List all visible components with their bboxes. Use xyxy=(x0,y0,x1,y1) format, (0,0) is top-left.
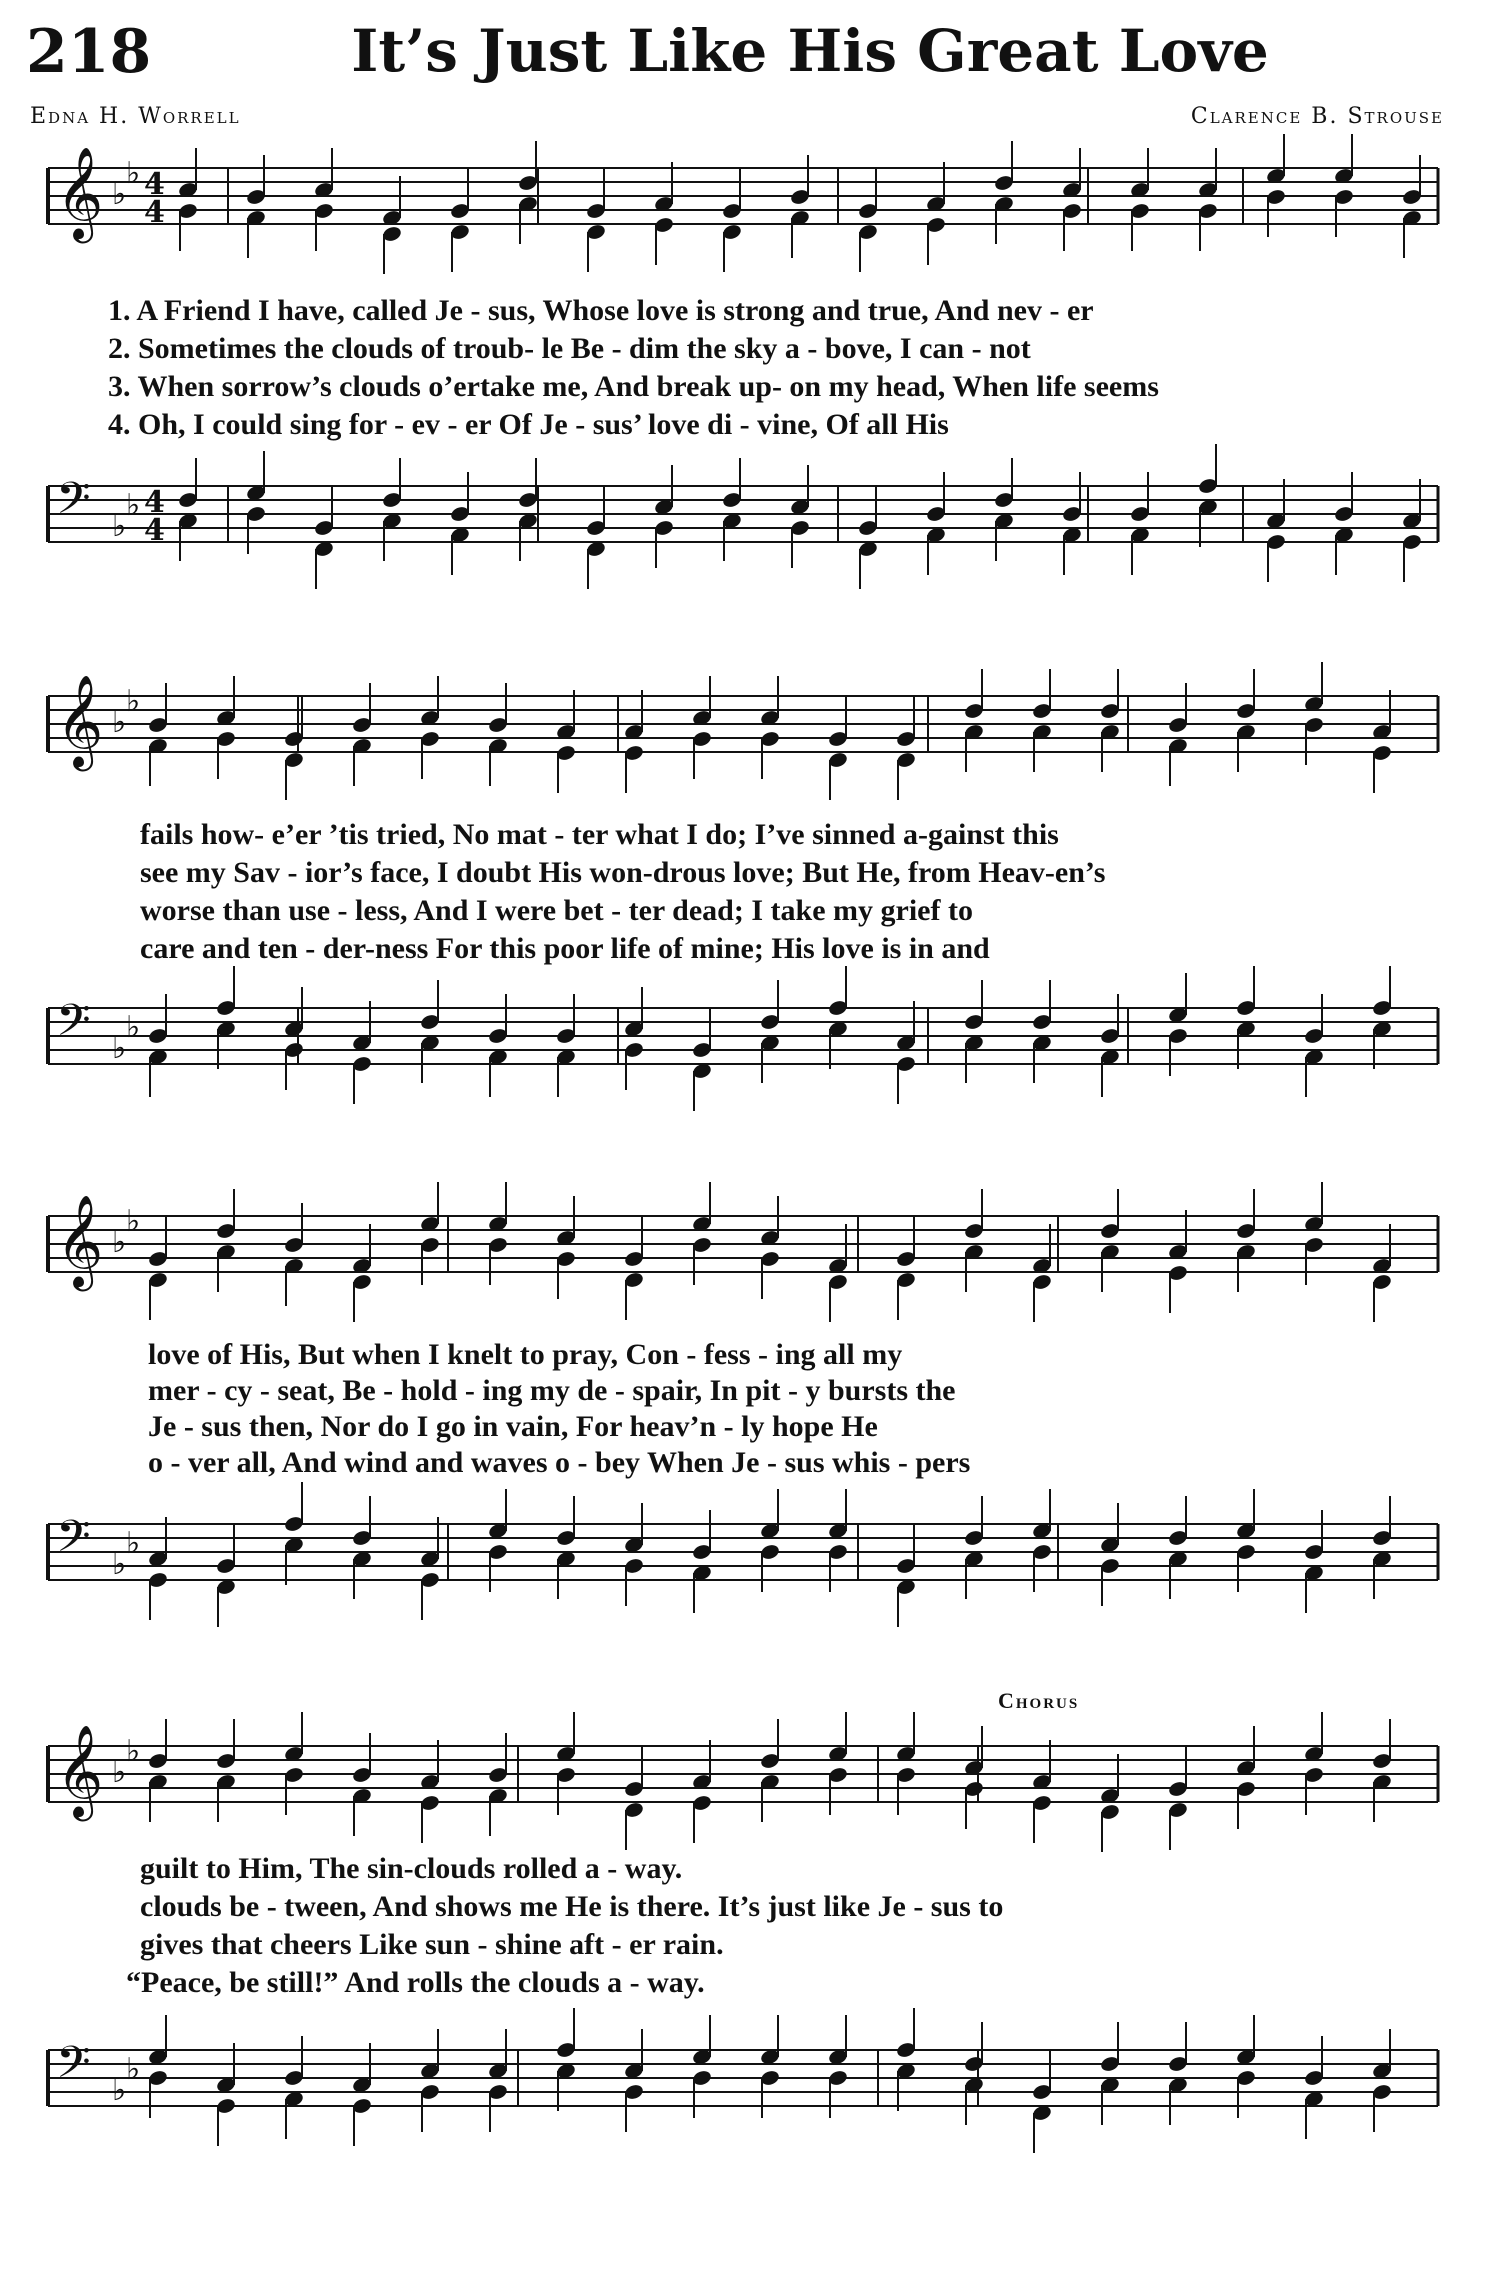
treble-staff-system-3 xyxy=(48,1188,1438,1328)
bass-staff-system-2 xyxy=(48,980,1438,1120)
lyric-verse-4: care and ten - der-ness For this poor life of mine; His love is in and xyxy=(140,932,990,965)
flat-icon: ♭ xyxy=(112,1755,127,1790)
hymn-number: 218 xyxy=(26,17,152,87)
time-signature-bottom: 4 xyxy=(144,195,165,230)
flat-icon: ♭ xyxy=(112,2073,127,2108)
flat-icon: ♭ xyxy=(112,1031,127,1066)
flat-icon: ♭ xyxy=(126,1204,141,1239)
bass-clef-icon: 𝄢 xyxy=(56,1510,91,1573)
treble-clef-icon: 𝄞 xyxy=(56,146,104,239)
flat-icon: ♭ xyxy=(126,1526,141,1561)
flat-icon: ♭ xyxy=(112,1225,127,1260)
composer-credit: Clarence B. Strouse xyxy=(1190,104,1444,129)
author-credit: Edna H. Worrell xyxy=(30,104,241,129)
treble-clef-icon: 𝄞 xyxy=(56,1194,104,1287)
time-signature-top: 4 xyxy=(144,485,165,520)
lyric-verse-1: guilt to Him, The sin-clouds rolled a - way. xyxy=(140,1852,683,1885)
treble-staff-system-4 xyxy=(48,1718,1438,1858)
lyric-verse-1: fails how- e’er ’tis tried, No mat - ter what I do; I’ve sinned a-gainst this xyxy=(140,818,1059,851)
flat-icon: ♭ xyxy=(126,488,141,523)
bass-staff-system-3 xyxy=(48,1496,1438,1636)
lyric-verse-3: gives that cheers Like sun - shine aft - er rain. xyxy=(140,1928,724,1961)
flat-icon: ♭ xyxy=(126,684,141,719)
treble-clef-icon: 𝄞 xyxy=(56,674,104,767)
lyric-verse-3: 3. When sorrow’s clouds o’ertake me, And break up- on my head, When life seems xyxy=(108,370,1159,403)
treble-staff-system-2 xyxy=(48,668,1438,808)
lyric-verse-4: o - ver all, And wind and waves o - bey When Je - sus whis - pers xyxy=(148,1446,971,1479)
lyric-verse-3: worse than use - less, And I were bet - ter dead; I take my grief to xyxy=(140,894,973,927)
bass-clef-icon: 𝄢 xyxy=(56,472,91,535)
lyric-verse-2: clouds be - tween, And shows me He is there. It’s just like Je - sus to xyxy=(140,1890,1004,1923)
flat-icon: ♭ xyxy=(126,2052,141,2087)
lyric-verse-2: see my Sav - ior’s face, I doubt His won-drous love; But He, from Heav-en’s xyxy=(140,856,1106,889)
lyric-verse-2: 2. Sometimes the clouds of troub- le Be - dim the sky a - bove, I can - not xyxy=(108,332,1031,365)
flat-icon: ♭ xyxy=(126,1010,141,1045)
bass-clef-icon: 𝄢 xyxy=(56,994,91,1057)
flat-icon: ♭ xyxy=(112,1547,127,1582)
lyric-verse-1: 1. A Friend I have, called Je - sus, Whose love is strong and true, And nev - er xyxy=(108,294,1094,327)
flat-icon: ♭ xyxy=(126,156,141,191)
chorus-label: Chorus xyxy=(998,1688,1080,1713)
lyric-verse-4: 4. Oh, I could sing for - ev - er Of Je - sus’ love di - vine, Of all His xyxy=(108,408,949,441)
lyric-verse-4: “Peace, be still!” And rolls the clouds a - way. xyxy=(126,1966,705,1999)
lyric-verse-2: mer - cy - seat, Be - hold - ing my de - spair, In pit - y bursts the xyxy=(148,1374,956,1407)
lyric-verse-1: love of His, But when I knelt to pray, Con - fess - ing all my xyxy=(148,1338,903,1371)
treble-clef-icon: 𝄞 xyxy=(56,1724,104,1817)
flat-icon: ♭ xyxy=(126,1734,141,1769)
time-signature-top: 4 xyxy=(144,167,165,202)
lyric-verse-3: Je - sus then, Nor do I go in vain, For heav’n - ly hope He xyxy=(148,1410,878,1443)
flat-icon: ♭ xyxy=(112,509,127,544)
flat-icon: ♭ xyxy=(112,177,127,212)
bass-staff-system-4 xyxy=(48,2022,1438,2162)
time-signature-bottom: 4 xyxy=(144,513,165,548)
bass-clef-icon: 𝄢 xyxy=(56,2036,91,2099)
flat-icon: ♭ xyxy=(112,705,127,740)
bass-staff-system-1 xyxy=(48,458,1438,598)
treble-staff-system-1 xyxy=(48,140,1438,280)
hymn-title: It’s Just Like His Great Love xyxy=(351,17,1269,85)
